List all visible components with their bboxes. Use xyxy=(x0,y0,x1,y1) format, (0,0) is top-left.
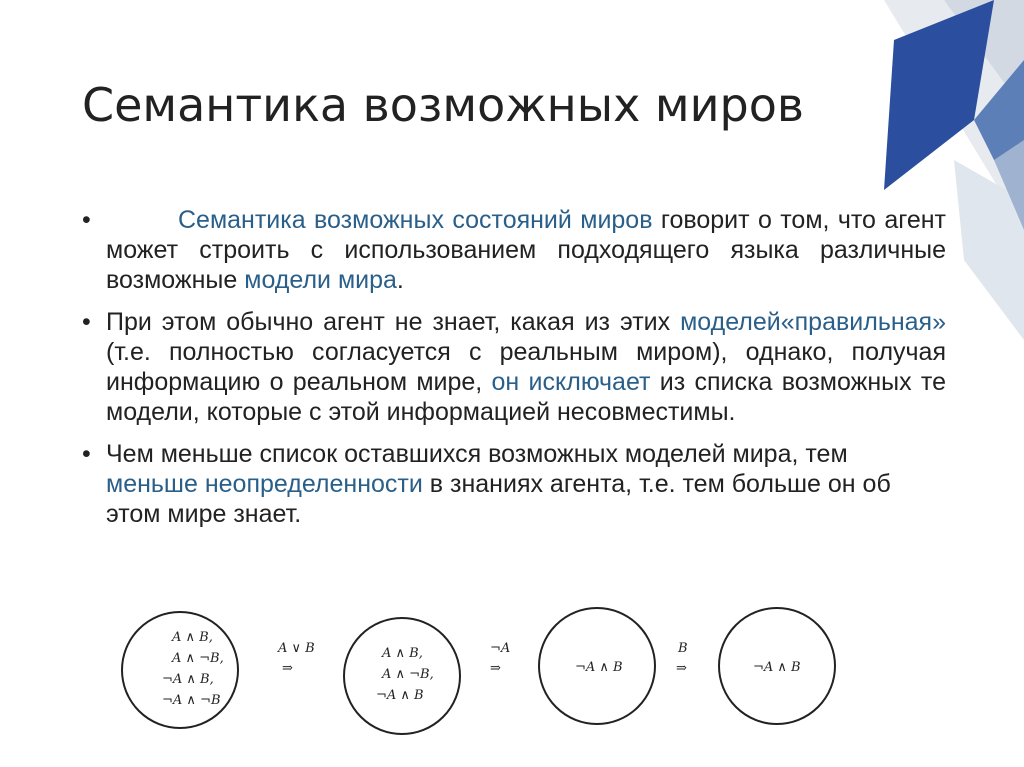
bullet-item xyxy=(82,439,946,529)
bullet-text: из списка возможных те модели, которые с этой информацией несовместимы. xyxy=(106,368,946,426)
bullet-text: Чем меньше список оставшихся возможных моделей мира, тем xyxy=(106,440,848,468)
highlight-text: меньше неопределенности xyxy=(106,470,423,498)
transition-label: B xyxy=(678,641,688,656)
circle-label: ¬A ∧ B xyxy=(575,660,623,675)
bullet-item xyxy=(82,205,946,295)
circle-label: ¬A ∧ B xyxy=(376,688,424,703)
bullet-dot: • xyxy=(82,440,91,468)
bullet-text: . xyxy=(396,266,404,294)
transition-arrow: ⇒ xyxy=(490,661,501,676)
circle-label: ¬A ∧ ¬B xyxy=(162,693,221,708)
circle-label: A ∧ B, xyxy=(172,630,213,645)
bullet-dot: • xyxy=(82,206,91,234)
bullet-item xyxy=(82,307,946,427)
highlight-text: он исключает xyxy=(491,368,651,396)
highlight-text: моделей«правильная» xyxy=(680,308,946,336)
transition-arrow: ⇒ xyxy=(676,661,687,676)
bullet-text: в знаниях агента, т.е. тем больше он об этом мире знает. xyxy=(106,470,891,528)
bullet-text: При этом обычно агент не знает, какая из этих xyxy=(106,308,681,336)
circle-label: A ∧ ¬B, xyxy=(172,651,224,666)
highlight-text: Семантика возможных состояний миров xyxy=(178,206,653,234)
worlds-diagram xyxy=(120,600,860,760)
transition-label: A ∨ B xyxy=(278,641,315,656)
bullet-text: говорит о том, что агент может строить с использованием подходящего языка различные возможные xyxy=(106,206,946,294)
slide-title: Семантика возможных миров xyxy=(82,78,804,132)
circle-label: ¬A ∧ B, xyxy=(162,672,214,687)
bullet-text: (т.е. полностью согласуется с реальным миром), однако, получая информацию о реальном мире, xyxy=(106,338,946,396)
circle-label: A ∧ B, xyxy=(382,646,423,661)
circle-label: A ∧ ¬B, xyxy=(382,667,434,682)
transition-arrow: ⇒ xyxy=(282,661,293,676)
bullet-list xyxy=(82,205,946,541)
highlight-text: модели мира xyxy=(244,266,397,294)
transition-label: ¬A xyxy=(490,641,511,656)
circle-label: ¬A ∧ B xyxy=(753,660,801,675)
bullet-dot: • xyxy=(82,308,91,336)
